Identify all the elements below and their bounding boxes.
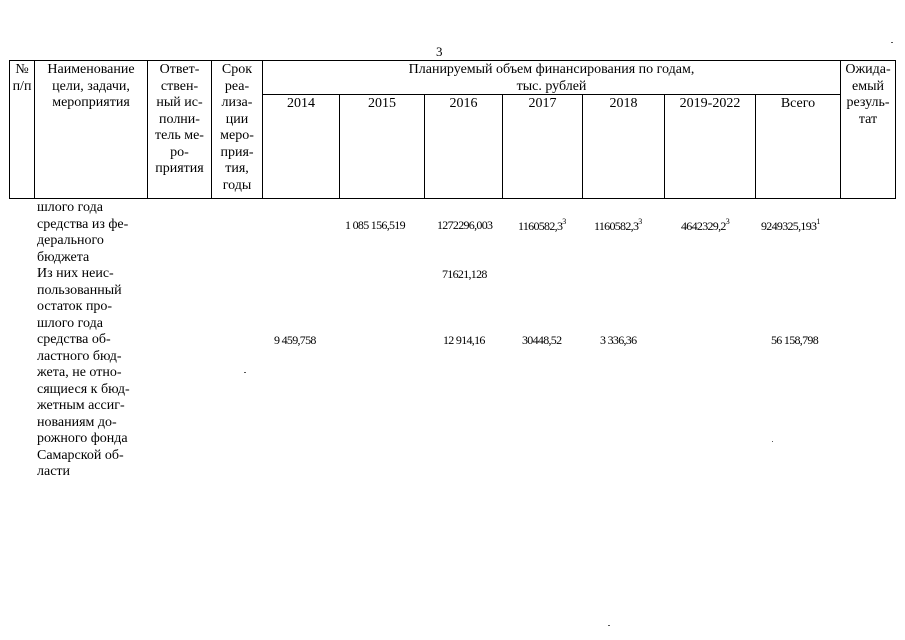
- federal-2019-footnote: 3: [725, 217, 730, 226]
- federal-2017-value: [518, 218, 566, 234]
- header-year-2015: 2015: [368, 96, 396, 111]
- header-col-responsible: Ответ- ствен- ный ис- полни- тель ме- ро- приятия: [155, 62, 204, 176]
- header-col-result: Ожида- емый резуль- тат: [845, 62, 891, 127]
- federal-2017-text: 1160582,3: [518, 219, 563, 233]
- scan-speck: [244, 372, 246, 373]
- federal-total-value: [761, 218, 820, 234]
- scan-speck: [772, 441, 773, 442]
- header-bottom-line: [9, 198, 895, 199]
- federal-2018-value: [594, 218, 642, 234]
- federal-2019-text: 4642329,2: [681, 219, 726, 233]
- header-col-term: Срок реа- лиза- ции меро- прия- тия, годы: [220, 62, 254, 193]
- regional-2014-value: 9 459,758: [274, 333, 316, 347]
- regional-2016-value: 12 914,16: [443, 333, 485, 347]
- header-year-2018: 2018: [609, 96, 638, 111]
- federal-2015-value: [345, 218, 405, 233]
- unused-2016-value: 71621,128: [442, 267, 487, 281]
- federal-2019-value: [681, 218, 730, 234]
- federal-2018-text: 1160582,3: [594, 219, 639, 233]
- header-col-number: № п/п: [12, 62, 32, 94]
- header-year-2017: 2017: [528, 96, 557, 111]
- regional-total-value: 56 158,798: [771, 333, 819, 347]
- row-federal-label: шлого года средства из фе- дерального бюджета: [37, 200, 129, 265]
- header-year-2014: 2014: [287, 96, 315, 111]
- federal-2017-footnote: 3: [562, 217, 567, 226]
- federal-2018-footnote: 3: [638, 217, 643, 226]
- regional-2018-value: 3 336,36: [600, 333, 637, 347]
- header-year-total: Всего: [780, 96, 816, 111]
- header-year-2016: 2016: [449, 96, 478, 111]
- header-year-2019-2022: 2019-2022: [679, 96, 741, 111]
- header-col-plan: Планируемый объем финансирования по годам, тыс. рублей: [408, 62, 695, 94]
- scan-speck: [891, 42, 893, 43]
- federal-2016-text: 1272296,003: [437, 218, 493, 232]
- header-top-line: [9, 60, 895, 61]
- federal-2016-value: [437, 218, 492, 233]
- row-unused-label: Из них неис- пользованный остаток про- шлого года: [37, 266, 122, 331]
- federal-total-footnote: 1: [816, 217, 821, 226]
- page-number: 3: [436, 44, 443, 59]
- header-col-name: Наименование цели, задачи, мероприятия: [47, 62, 135, 110]
- scan-speck: [608, 625, 610, 626]
- regional-2017-value: 30448,52: [522, 333, 562, 347]
- row-regional-label: средства об- ластного бюд- жета, не отно- сящиеся к бюд- жетным ассиг- нованиям до- рожного фонда Самарской об- ласти: [37, 332, 130, 479]
- federal-2015-text: 1 085 156,519: [345, 218, 405, 232]
- federal-total-text: 9249325,193: [761, 219, 817, 233]
